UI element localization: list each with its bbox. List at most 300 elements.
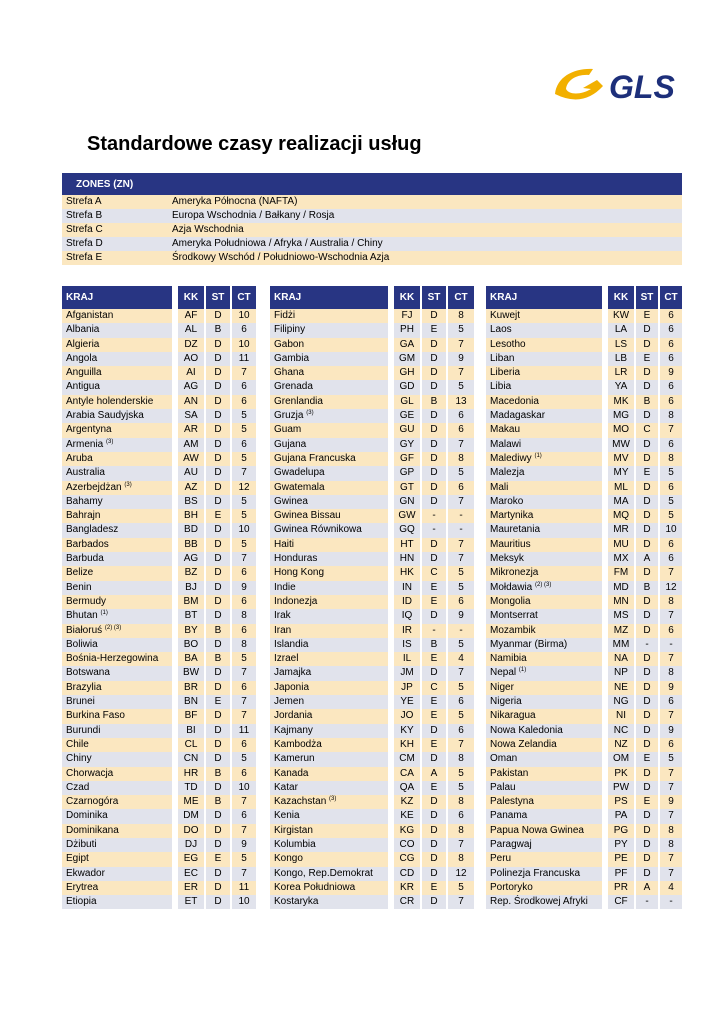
country-name-cell bbox=[486, 566, 602, 580]
country-name: Antigua bbox=[66, 381, 100, 393]
service-zone: D bbox=[634, 824, 658, 838]
country-code: TD bbox=[172, 781, 204, 795]
country-code: GT bbox=[388, 481, 420, 495]
country-code: MZ bbox=[602, 624, 634, 638]
country-name: Kolumbia bbox=[274, 838, 316, 850]
country-row bbox=[270, 309, 474, 323]
transit-time: 9 bbox=[230, 838, 256, 852]
country-name: Nigeria bbox=[490, 696, 522, 708]
transit-time: 6 bbox=[230, 566, 256, 580]
zone-name: Strefa A bbox=[62, 195, 168, 209]
country-code: AF bbox=[172, 309, 204, 323]
service-zone: E bbox=[420, 323, 446, 337]
country-name: Dżibuti bbox=[66, 838, 97, 850]
service-zone: D bbox=[634, 366, 658, 380]
country-code: FJ bbox=[388, 309, 420, 323]
country-name: Izrael bbox=[274, 653, 299, 665]
country-row bbox=[486, 852, 682, 866]
service-zone: D bbox=[634, 509, 658, 523]
service-zone: D bbox=[420, 380, 446, 394]
country-code: AL bbox=[172, 323, 204, 337]
country-code: KW bbox=[602, 309, 634, 323]
transit-time: 4 bbox=[658, 881, 682, 895]
service-zone: E bbox=[204, 509, 230, 523]
country-code: LS bbox=[602, 338, 634, 352]
transit-time: 7 bbox=[658, 809, 682, 823]
country-table-2 bbox=[270, 286, 474, 909]
service-zone: D bbox=[420, 824, 446, 838]
transit-time: 5 bbox=[446, 466, 474, 480]
country-row bbox=[270, 767, 474, 781]
country-name: Gujana Francuska bbox=[274, 452, 356, 464]
country-row bbox=[270, 809, 474, 823]
service-zone: D bbox=[634, 566, 658, 580]
country-row bbox=[486, 566, 682, 580]
country-name-cell bbox=[486, 881, 602, 895]
header-kraj: KRAJ bbox=[62, 286, 172, 309]
country-row bbox=[486, 752, 682, 766]
service-zone: E bbox=[420, 781, 446, 795]
country-name-cell bbox=[62, 695, 172, 709]
country-name: Czarnogóra bbox=[66, 796, 119, 808]
service-zone: D bbox=[420, 724, 446, 738]
country-name-cell bbox=[486, 538, 602, 552]
country-name-cell bbox=[270, 423, 388, 437]
country-name: Kuwejt bbox=[490, 310, 521, 321]
country-name-cell bbox=[486, 423, 602, 437]
country-code: QA bbox=[388, 781, 420, 795]
country-code: MD bbox=[602, 581, 634, 595]
country-name-cell bbox=[486, 624, 602, 638]
country-row bbox=[62, 581, 256, 595]
country-name: Macedonia bbox=[490, 395, 539, 407]
country-name: Honduras bbox=[274, 553, 318, 565]
country-row bbox=[486, 609, 682, 623]
country-row bbox=[486, 523, 682, 537]
country-name: Katar bbox=[274, 781, 298, 793]
country-name: Libia bbox=[490, 381, 512, 393]
country-name: Brazylia bbox=[66, 681, 102, 693]
country-code: BN bbox=[172, 695, 204, 709]
country-name: Gwinea bbox=[274, 495, 308, 507]
page-title: Standardowe czasy realizacji usług bbox=[87, 133, 422, 155]
transit-time: 7 bbox=[658, 767, 682, 781]
country-name-cell bbox=[62, 824, 172, 838]
transit-time: 7 bbox=[658, 609, 682, 623]
service-zone: - bbox=[420, 523, 446, 537]
transit-time: - bbox=[446, 624, 474, 638]
country-name: Bahamy bbox=[66, 495, 103, 507]
country-name: Islandia bbox=[274, 638, 309, 650]
service-zone: D bbox=[204, 309, 230, 323]
country-name-cell bbox=[62, 581, 172, 595]
country-row bbox=[270, 881, 474, 895]
country-code: BR bbox=[172, 681, 204, 695]
country-name-cell bbox=[486, 695, 602, 709]
country-code: AR bbox=[172, 423, 204, 437]
country-row bbox=[270, 638, 474, 652]
country-row bbox=[270, 681, 474, 695]
service-zone: D bbox=[420, 538, 446, 552]
country-row bbox=[270, 509, 474, 523]
country-row bbox=[270, 709, 474, 723]
country-code: BO bbox=[172, 638, 204, 652]
country-name-cell bbox=[270, 495, 388, 509]
country-code: AU bbox=[172, 466, 204, 480]
country-code: GY bbox=[388, 438, 420, 452]
country-name: Botswana bbox=[66, 667, 110, 679]
country-name: Argentyna bbox=[66, 424, 112, 436]
transit-time: 5 bbox=[446, 566, 474, 580]
service-zone: D bbox=[204, 481, 230, 495]
country-name-cell bbox=[486, 709, 602, 723]
country-name-cell bbox=[270, 481, 388, 495]
transit-time: 7 bbox=[446, 838, 474, 852]
country-code: LB bbox=[602, 352, 634, 366]
country-row bbox=[486, 338, 682, 352]
service-zone: D bbox=[634, 538, 658, 552]
country-name-cell bbox=[270, 781, 388, 795]
zone-row bbox=[62, 209, 682, 223]
country-name-cell bbox=[486, 895, 602, 909]
country-name-cell bbox=[486, 409, 602, 423]
country-name: Czad bbox=[66, 781, 90, 793]
country-name: Oman bbox=[490, 753, 518, 765]
country-code: HR bbox=[172, 767, 204, 781]
country-name: Maroko bbox=[490, 495, 524, 507]
country-code: BY bbox=[172, 624, 204, 638]
transit-time: 9 bbox=[446, 352, 474, 366]
country-code: HK bbox=[388, 566, 420, 580]
country-row bbox=[486, 409, 682, 423]
footnote-marker: (2) (3) bbox=[104, 624, 122, 631]
country-name-cell bbox=[486, 323, 602, 337]
service-zone: E bbox=[420, 881, 446, 895]
country-name: Nowa Zelandia bbox=[490, 738, 557, 750]
country-code: IR bbox=[388, 624, 420, 638]
service-zone: D bbox=[204, 523, 230, 537]
country-name-cell bbox=[486, 638, 602, 652]
transit-time: 10 bbox=[230, 338, 256, 352]
service-zone: D bbox=[420, 809, 446, 823]
country-row bbox=[270, 852, 474, 866]
country-code: NP bbox=[602, 666, 634, 680]
country-row bbox=[62, 609, 256, 623]
country-row bbox=[62, 366, 256, 380]
country-name: Gujana bbox=[274, 438, 307, 450]
country-row bbox=[270, 481, 474, 495]
service-zone: D bbox=[420, 423, 446, 437]
country-code: NE bbox=[602, 681, 634, 695]
country-code: KZ bbox=[388, 795, 420, 809]
country-name: Mauretania bbox=[490, 524, 541, 536]
country-name-cell bbox=[486, 838, 602, 852]
country-code: KH bbox=[388, 738, 420, 752]
country-name-cell bbox=[270, 366, 388, 380]
country-row bbox=[486, 323, 682, 337]
service-zone: - bbox=[634, 895, 658, 909]
service-zone: D bbox=[204, 809, 230, 823]
service-zone: D bbox=[204, 838, 230, 852]
service-zone: D bbox=[420, 352, 446, 366]
country-name: Albania bbox=[66, 324, 100, 336]
country-name: Panama bbox=[490, 810, 528, 822]
country-name: Nepal bbox=[490, 667, 517, 679]
service-zone: D bbox=[634, 724, 658, 738]
service-zone: B bbox=[420, 395, 446, 409]
country-code: NZ bbox=[602, 738, 634, 752]
zone-description: Środkowy Wschód / Południowo-Wschodnia Azja bbox=[168, 251, 682, 265]
country-name-cell bbox=[270, 466, 388, 480]
country-code: ER bbox=[172, 881, 204, 895]
transit-time: 5 bbox=[446, 681, 474, 695]
service-zone: B bbox=[204, 795, 230, 809]
transit-time: 8 bbox=[446, 752, 474, 766]
service-zone: A bbox=[634, 552, 658, 566]
country-row bbox=[62, 867, 256, 881]
country-code: GW bbox=[388, 509, 420, 523]
transit-time: 10 bbox=[230, 309, 256, 323]
country-row bbox=[270, 838, 474, 852]
country-name: Japonia bbox=[274, 681, 310, 693]
transit-time: 9 bbox=[658, 795, 682, 809]
country-name: Rep. Środkowej Afryki bbox=[490, 896, 588, 908]
country-row bbox=[62, 638, 256, 652]
country-name-cell bbox=[486, 380, 602, 394]
transit-time: 6 bbox=[446, 481, 474, 495]
transit-time: 5 bbox=[446, 781, 474, 795]
service-zone: D bbox=[420, 838, 446, 852]
country-name-cell bbox=[270, 581, 388, 595]
country-name-cell bbox=[270, 338, 388, 352]
country-name: Barbuda bbox=[66, 553, 104, 565]
transit-time: 7 bbox=[658, 423, 682, 437]
country-row bbox=[62, 309, 256, 323]
country-row bbox=[62, 409, 256, 423]
country-row bbox=[62, 781, 256, 795]
country-name-cell bbox=[486, 395, 602, 409]
service-zone: D bbox=[204, 538, 230, 552]
country-name: Lesotho bbox=[490, 338, 526, 350]
service-zone: D bbox=[204, 895, 230, 909]
service-zone: - bbox=[634, 638, 658, 652]
country-row bbox=[486, 824, 682, 838]
zone-row bbox=[62, 237, 682, 251]
country-name-cell bbox=[486, 338, 602, 352]
country-row bbox=[486, 352, 682, 366]
transit-time: 6 bbox=[658, 380, 682, 394]
country-row bbox=[486, 795, 682, 809]
country-code: BH bbox=[172, 509, 204, 523]
service-zone: D bbox=[634, 652, 658, 666]
service-zone: D bbox=[204, 752, 230, 766]
country-code: CD bbox=[388, 867, 420, 881]
country-name: Malawi bbox=[490, 438, 522, 450]
country-code: AI bbox=[172, 366, 204, 380]
country-row bbox=[270, 595, 474, 609]
transit-time: 8 bbox=[658, 452, 682, 466]
service-zone: D bbox=[634, 323, 658, 337]
country-name: Paragwaj bbox=[490, 838, 532, 850]
country-code: DO bbox=[172, 824, 204, 838]
service-zone: E bbox=[634, 352, 658, 366]
transit-time: 6 bbox=[446, 724, 474, 738]
country-code: GQ bbox=[388, 523, 420, 537]
country-code: ID bbox=[388, 595, 420, 609]
transit-time: 5 bbox=[446, 709, 474, 723]
country-name-cell bbox=[270, 409, 388, 423]
country-code: HN bbox=[388, 552, 420, 566]
country-row bbox=[270, 552, 474, 566]
country-code: PW bbox=[602, 781, 634, 795]
country-row bbox=[486, 638, 682, 652]
transit-time: 7 bbox=[658, 566, 682, 580]
footnote-marker: (3) bbox=[329, 796, 337, 803]
country-name: Peru bbox=[490, 853, 512, 865]
country-code: JP bbox=[388, 681, 420, 695]
country-row bbox=[62, 795, 256, 809]
country-name: Pakistan bbox=[490, 767, 529, 779]
country-name-cell bbox=[486, 681, 602, 695]
country-name: Arabia Saudyjska bbox=[66, 410, 144, 422]
transit-time: - bbox=[658, 895, 682, 909]
service-zone: B bbox=[204, 323, 230, 337]
country-name: Etiopia bbox=[66, 896, 97, 908]
service-zone: - bbox=[420, 509, 446, 523]
country-name-cell bbox=[62, 838, 172, 852]
transit-time: 7 bbox=[446, 366, 474, 380]
country-name-cell bbox=[270, 852, 388, 866]
header-st: ST bbox=[634, 286, 658, 309]
country-name-cell bbox=[486, 452, 602, 466]
country-row bbox=[62, 481, 256, 495]
gls-logo bbox=[553, 64, 685, 106]
country-row bbox=[486, 380, 682, 394]
country-code: MA bbox=[602, 495, 634, 509]
transit-time: 6 bbox=[658, 481, 682, 495]
country-row bbox=[62, 752, 256, 766]
country-row bbox=[62, 595, 256, 609]
country-name-cell bbox=[270, 724, 388, 738]
country-row bbox=[270, 366, 474, 380]
country-name-cell bbox=[270, 566, 388, 580]
footnote-marker: (1) bbox=[534, 452, 542, 459]
country-code: DZ bbox=[172, 338, 204, 352]
country-name-cell bbox=[270, 767, 388, 781]
country-code: PE bbox=[602, 852, 634, 866]
service-zone: D bbox=[204, 452, 230, 466]
country-name-cell bbox=[62, 338, 172, 352]
footnote-marker: (2) (3) bbox=[535, 581, 552, 588]
country-row bbox=[270, 752, 474, 766]
country-code: NC bbox=[602, 724, 634, 738]
transit-time: 6 bbox=[446, 409, 474, 423]
transit-time: 5 bbox=[658, 466, 682, 480]
country-name: Mozambik bbox=[490, 624, 536, 636]
country-name-cell bbox=[62, 523, 172, 537]
country-name-cell bbox=[270, 895, 388, 909]
country-row bbox=[486, 538, 682, 552]
country-name: Jemen bbox=[274, 696, 305, 708]
country-row bbox=[62, 724, 256, 738]
country-name: Gabon bbox=[274, 338, 305, 350]
service-zone: D bbox=[420, 452, 446, 466]
country-code: AO bbox=[172, 352, 204, 366]
transit-time: 7 bbox=[230, 709, 256, 723]
country-name: Indonezja bbox=[274, 595, 318, 607]
country-code: OM bbox=[602, 752, 634, 766]
transit-time: 7 bbox=[446, 552, 474, 566]
service-zone: D bbox=[420, 466, 446, 480]
transit-time: 8 bbox=[446, 309, 474, 323]
service-zone: D bbox=[634, 852, 658, 866]
footnote-marker: (3) bbox=[306, 410, 314, 417]
zones-header: ZONES (ZN) bbox=[62, 173, 682, 195]
footnote-marker: (3) bbox=[124, 481, 132, 488]
country-code: EC bbox=[172, 867, 204, 881]
country-row bbox=[486, 666, 682, 680]
country-row bbox=[486, 395, 682, 409]
country-code: CR bbox=[388, 895, 420, 909]
country-row bbox=[270, 380, 474, 394]
country-code: CN bbox=[172, 752, 204, 766]
zone-name: Strefa B bbox=[62, 209, 168, 223]
service-zone: E bbox=[420, 595, 446, 609]
country-name: Kostaryka bbox=[274, 896, 319, 908]
transit-time: - bbox=[446, 523, 474, 537]
transit-time: 7 bbox=[230, 824, 256, 838]
zone-description: Ameryka Południowa / Afryka / Australia / Chiny bbox=[168, 237, 682, 251]
country-row bbox=[270, 724, 474, 738]
transit-time: 5 bbox=[230, 752, 256, 766]
country-row bbox=[270, 323, 474, 337]
country-name: Kenia bbox=[274, 810, 300, 822]
country-name: Gwadelupa bbox=[274, 467, 325, 479]
country-code: GM bbox=[388, 352, 420, 366]
country-name-cell bbox=[486, 495, 602, 509]
country-name-cell bbox=[62, 652, 172, 666]
header-ct: CT bbox=[446, 286, 474, 309]
country-name: Mołdawia bbox=[490, 581, 533, 593]
service-zone: D bbox=[204, 423, 230, 437]
country-name-cell bbox=[270, 595, 388, 609]
service-zone: D bbox=[634, 380, 658, 394]
header-ct: CT bbox=[230, 286, 256, 309]
country-name: Australia bbox=[66, 467, 105, 479]
service-zone: E bbox=[420, 581, 446, 595]
country-name: Mauritius bbox=[490, 538, 531, 550]
country-row bbox=[486, 495, 682, 509]
country-code: IN bbox=[388, 581, 420, 595]
transit-time: 7 bbox=[230, 366, 256, 380]
service-zone: B bbox=[204, 624, 230, 638]
country-name: Burundi bbox=[66, 724, 101, 736]
country-name: Bahrajn bbox=[66, 510, 101, 522]
country-code: ET bbox=[172, 895, 204, 909]
country-name-cell bbox=[270, 438, 388, 452]
country-code: PA bbox=[602, 809, 634, 823]
service-zone: E bbox=[204, 695, 230, 709]
country-code: NI bbox=[602, 709, 634, 723]
country-row bbox=[486, 867, 682, 881]
country-row bbox=[62, 767, 256, 781]
country-code: MX bbox=[602, 552, 634, 566]
country-row bbox=[486, 423, 682, 437]
country-name-cell bbox=[486, 724, 602, 738]
header-kk: KK bbox=[602, 286, 634, 309]
country-name-cell bbox=[486, 738, 602, 752]
country-name: Mikronezja bbox=[490, 567, 539, 579]
